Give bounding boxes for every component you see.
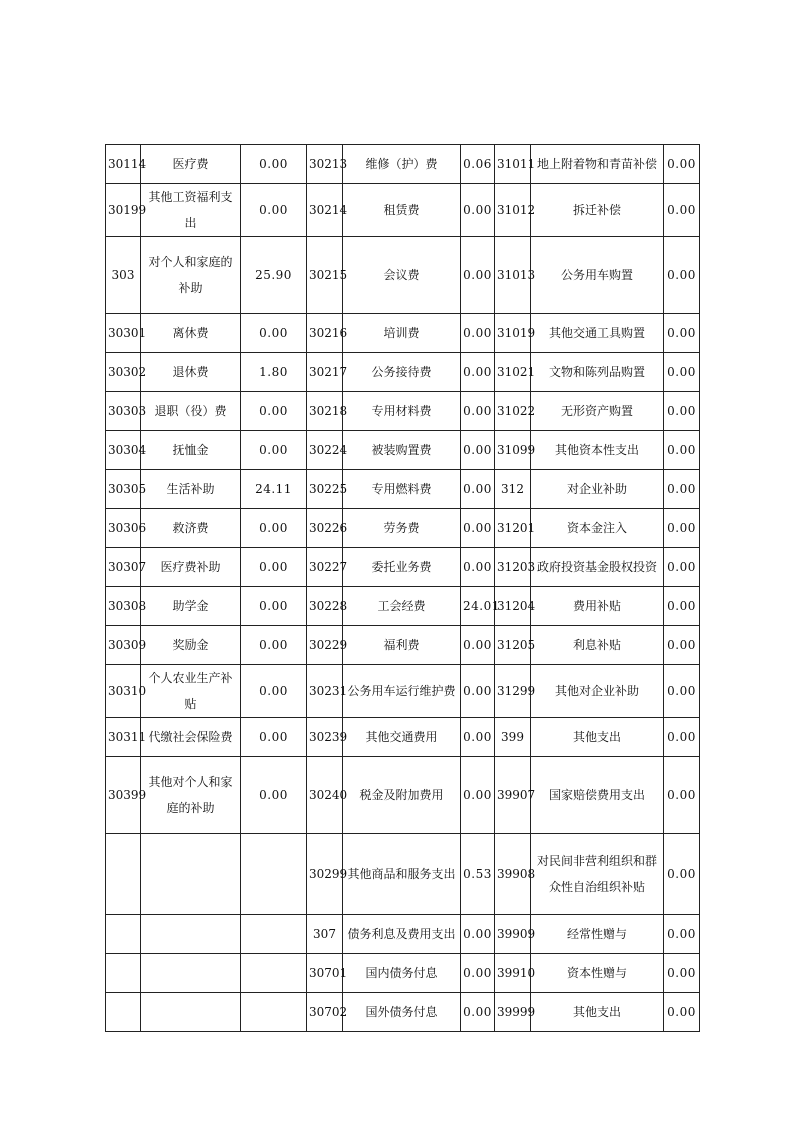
econ-code-cell: 30224 (307, 431, 343, 470)
item-name-cell: 国外债务付息 (343, 993, 461, 1032)
item-name-cell: 抚恤金 (141, 431, 241, 470)
item-name-cell: 会议费 (343, 237, 461, 314)
econ-code-cell (106, 834, 141, 915)
econ-code-cell: 31021 (495, 353, 531, 392)
item-name-cell: 退休费 (141, 353, 241, 392)
item-name-cell (141, 954, 241, 993)
item-name-cell: 拆迁补偿 (531, 184, 664, 237)
amount-cell: 0.00 (241, 626, 307, 665)
item-name-cell: 其他支出 (531, 718, 664, 757)
amount-cell: 0.00 (664, 718, 700, 757)
item-name-cell: 地上附着物和青苗补偿 (531, 145, 664, 184)
amount-cell: 0.00 (461, 470, 495, 509)
table-row (106, 954, 700, 993)
econ-code-cell: 30299 (307, 834, 343, 915)
item-name-cell: 经常性赠与 (531, 915, 664, 954)
amount-cell: 0.00 (461, 757, 495, 834)
econ-code-cell: 30214 (307, 184, 343, 237)
table-row (106, 665, 700, 718)
amount-cell: 24.01 (461, 587, 495, 626)
item-name-cell: 培训费 (343, 314, 461, 353)
econ-code-cell: 30310 (106, 665, 141, 718)
item-name-cell: 利息补贴 (531, 626, 664, 665)
item-name-cell: 劳务费 (343, 509, 461, 548)
item-name-cell: 福利费 (343, 626, 461, 665)
table-row (106, 392, 700, 431)
amount-cell: 0.00 (664, 993, 700, 1032)
amount-cell: 0.00 (664, 757, 700, 834)
econ-code-cell: 30305 (106, 470, 141, 509)
amount-cell: 0.00 (241, 145, 307, 184)
item-name-cell: 其他支出 (531, 993, 664, 1032)
amount-cell: 0.00 (461, 718, 495, 757)
econ-code-cell: 30216 (307, 314, 343, 353)
econ-code-cell: 39907 (495, 757, 531, 834)
amount-cell: 0.53 (461, 834, 495, 915)
econ-code-cell (106, 954, 141, 993)
amount-cell (241, 993, 307, 1032)
econ-code-cell: 307 (307, 915, 343, 954)
econ-code-cell: 31201 (495, 509, 531, 548)
econ-code-cell: 30228 (307, 587, 343, 626)
table-row (106, 757, 700, 834)
econ-code-cell: 30226 (307, 509, 343, 548)
amount-cell: 0.00 (241, 718, 307, 757)
amount-cell: 0.00 (241, 314, 307, 353)
econ-code-cell: 30213 (307, 145, 343, 184)
amount-cell (241, 834, 307, 915)
econ-code-cell: 312 (495, 470, 531, 509)
table-row (106, 314, 700, 353)
item-name-cell: 生活补助 (141, 470, 241, 509)
item-name-cell: 费用补贴 (531, 587, 664, 626)
econ-code-cell: 30217 (307, 353, 343, 392)
amount-cell: 0.00 (241, 431, 307, 470)
item-name-cell: 奖励金 (141, 626, 241, 665)
amount-cell: 0.00 (664, 548, 700, 587)
econ-code-cell: 30239 (307, 718, 343, 757)
amount-cell: 0.00 (664, 353, 700, 392)
item-name-cell: 对企业补助 (531, 470, 664, 509)
econ-code-cell: 30303 (106, 392, 141, 431)
amount-cell: 0.00 (461, 392, 495, 431)
econ-code-cell (106, 993, 141, 1032)
item-name-cell: 退职（役）费 (141, 392, 241, 431)
table-row (106, 509, 700, 548)
amount-cell: 0.00 (461, 353, 495, 392)
amount-cell: 0.00 (664, 431, 700, 470)
item-name-cell (141, 915, 241, 954)
amount-cell: 0.00 (461, 431, 495, 470)
item-name-cell: 医疗费 (141, 145, 241, 184)
amount-cell: 0.00 (664, 237, 700, 314)
item-name-cell: 助学金 (141, 587, 241, 626)
econ-code-cell: 30304 (106, 431, 141, 470)
amount-cell: 0.06 (461, 145, 495, 184)
econ-code-cell: 30308 (106, 587, 141, 626)
amount-cell: 0.00 (664, 470, 700, 509)
econ-code-cell: 30307 (106, 548, 141, 587)
item-name-cell: 公务用车购置 (531, 237, 664, 314)
amount-cell (241, 954, 307, 993)
amount-cell: 0.00 (664, 626, 700, 665)
amount-cell: 0.00 (664, 915, 700, 954)
item-name-cell: 公务接待费 (343, 353, 461, 392)
econ-code-cell: 31019 (495, 314, 531, 353)
item-name-cell: 文物和陈列品购置 (531, 353, 664, 392)
amount-cell: 0.00 (461, 915, 495, 954)
amount-cell: 24.11 (241, 470, 307, 509)
econ-code-cell: 31011 (495, 145, 531, 184)
amount-cell: 0.00 (664, 509, 700, 548)
econ-code-cell: 30309 (106, 626, 141, 665)
table-row (106, 145, 700, 184)
item-name-cell: 其他商品和服务支出 (343, 834, 461, 915)
amount-cell: 1.80 (241, 353, 307, 392)
item-name-cell: 国内债务付息 (343, 954, 461, 993)
item-name-cell: 救济费 (141, 509, 241, 548)
econ-code-cell: 31013 (495, 237, 531, 314)
econ-code-cell: 30702 (307, 993, 343, 1032)
item-name-cell: 资本金注入 (531, 509, 664, 548)
amount-cell: 0.00 (664, 954, 700, 993)
econ-code-cell: 30302 (106, 353, 141, 392)
amount-cell: 0.00 (461, 626, 495, 665)
item-name-cell: 租赁费 (343, 184, 461, 237)
item-name-cell: 个人农业生产补贴 (141, 665, 241, 718)
item-name-cell: 其他交通工具购置 (531, 314, 664, 353)
econ-code-cell: 30229 (307, 626, 343, 665)
amount-cell: 0.00 (461, 548, 495, 587)
table-row (106, 470, 700, 509)
budget-expenditure-table (105, 144, 700, 1032)
item-name-cell (141, 834, 241, 915)
table-row (106, 834, 700, 915)
econ-code-cell: 30231 (307, 665, 343, 718)
econ-code-cell: 30227 (307, 548, 343, 587)
econ-code-cell: 30225 (307, 470, 343, 509)
econ-code-cell: 39909 (495, 915, 531, 954)
econ-code-cell: 31203 (495, 548, 531, 587)
econ-code-cell: 30218 (307, 392, 343, 431)
amount-cell: 0.00 (461, 237, 495, 314)
econ-code-cell: 39999 (495, 993, 531, 1032)
amount-cell: 0.00 (461, 954, 495, 993)
amount-cell: 0.00 (241, 757, 307, 834)
item-name-cell: 其他交通费用 (343, 718, 461, 757)
amount-cell: 0.00 (461, 509, 495, 548)
item-name-cell: 被装购置费 (343, 431, 461, 470)
econ-code-cell (106, 915, 141, 954)
item-name-cell: 对民间非营利组织和群众性自治组织补贴 (531, 834, 664, 915)
item-name-cell: 其他资本性支出 (531, 431, 664, 470)
amount-cell: 0.00 (664, 587, 700, 626)
table-row (106, 915, 700, 954)
amount-cell: 0.00 (241, 665, 307, 718)
econ-code-cell: 39910 (495, 954, 531, 993)
econ-code-cell: 31022 (495, 392, 531, 431)
item-name-cell: 医疗费补助 (141, 548, 241, 587)
item-name-cell (141, 993, 241, 1032)
item-name-cell: 离休费 (141, 314, 241, 353)
econ-code-cell: 30306 (106, 509, 141, 548)
table-row (106, 626, 700, 665)
item-name-cell: 其他工资福利支出 (141, 184, 241, 237)
amount-cell: 0.00 (241, 548, 307, 587)
item-name-cell: 国家赔偿费用支出 (531, 757, 664, 834)
table-row (106, 184, 700, 237)
amount-cell: 0.00 (664, 392, 700, 431)
econ-code-cell: 31205 (495, 626, 531, 665)
econ-code-cell: 30199 (106, 184, 141, 237)
amount-cell: 0.00 (664, 665, 700, 718)
amount-cell: 25.90 (241, 237, 307, 314)
table-row (106, 718, 700, 757)
table-row (106, 548, 700, 587)
econ-code-cell: 31204 (495, 587, 531, 626)
econ-code-cell: 30701 (307, 954, 343, 993)
table-row (106, 993, 700, 1032)
item-name-cell: 债务利息及费用支出 (343, 915, 461, 954)
econ-code-cell: 399 (495, 718, 531, 757)
econ-code-cell: 303 (106, 237, 141, 314)
amount-cell: 0.00 (241, 509, 307, 548)
amount-cell: 0.00 (461, 184, 495, 237)
amount-cell: 0.00 (664, 834, 700, 915)
econ-code-cell: 30301 (106, 314, 141, 353)
item-name-cell: 委托业务费 (343, 548, 461, 587)
amount-cell: 0.00 (461, 665, 495, 718)
amount-cell: 0.00 (664, 145, 700, 184)
table-row (106, 587, 700, 626)
item-name-cell: 代缴社会保险费 (141, 718, 241, 757)
amount-cell: 0.00 (664, 184, 700, 237)
item-name-cell: 其他对企业补助 (531, 665, 664, 718)
econ-code-cell: 30399 (106, 757, 141, 834)
amount-cell: 0.00 (241, 184, 307, 237)
econ-code-cell: 31299 (495, 665, 531, 718)
amount-cell (241, 915, 307, 954)
amount-cell: 0.00 (461, 314, 495, 353)
item-name-cell: 公务用车运行维护费 (343, 665, 461, 718)
item-name-cell: 政府投资基金股权投资 (531, 548, 664, 587)
econ-code-cell: 39908 (495, 834, 531, 915)
econ-code-cell: 30114 (106, 145, 141, 184)
table-row (106, 237, 700, 314)
econ-code-cell: 30240 (307, 757, 343, 834)
amount-cell: 0.00 (241, 587, 307, 626)
econ-code-cell: 30215 (307, 237, 343, 314)
item-name-cell: 对个人和家庭的补助 (141, 237, 241, 314)
econ-code-cell: 31012 (495, 184, 531, 237)
table-row (106, 353, 700, 392)
econ-code-cell: 30311 (106, 718, 141, 757)
item-name-cell: 资本性赠与 (531, 954, 664, 993)
item-name-cell: 无形资产购置 (531, 392, 664, 431)
item-name-cell: 专用材料费 (343, 392, 461, 431)
econ-code-cell: 31099 (495, 431, 531, 470)
item-name-cell: 税金及附加费用 (343, 757, 461, 834)
amount-cell: 0.00 (664, 314, 700, 353)
amount-cell: 0.00 (241, 392, 307, 431)
item-name-cell: 其他对个人和家庭的补助 (141, 757, 241, 834)
item-name-cell: 工会经费 (343, 587, 461, 626)
item-name-cell: 维修（护）费 (343, 145, 461, 184)
item-name-cell: 专用燃料费 (343, 470, 461, 509)
amount-cell: 0.00 (461, 993, 495, 1032)
table-row (106, 431, 700, 470)
table-body (106, 145, 700, 1032)
